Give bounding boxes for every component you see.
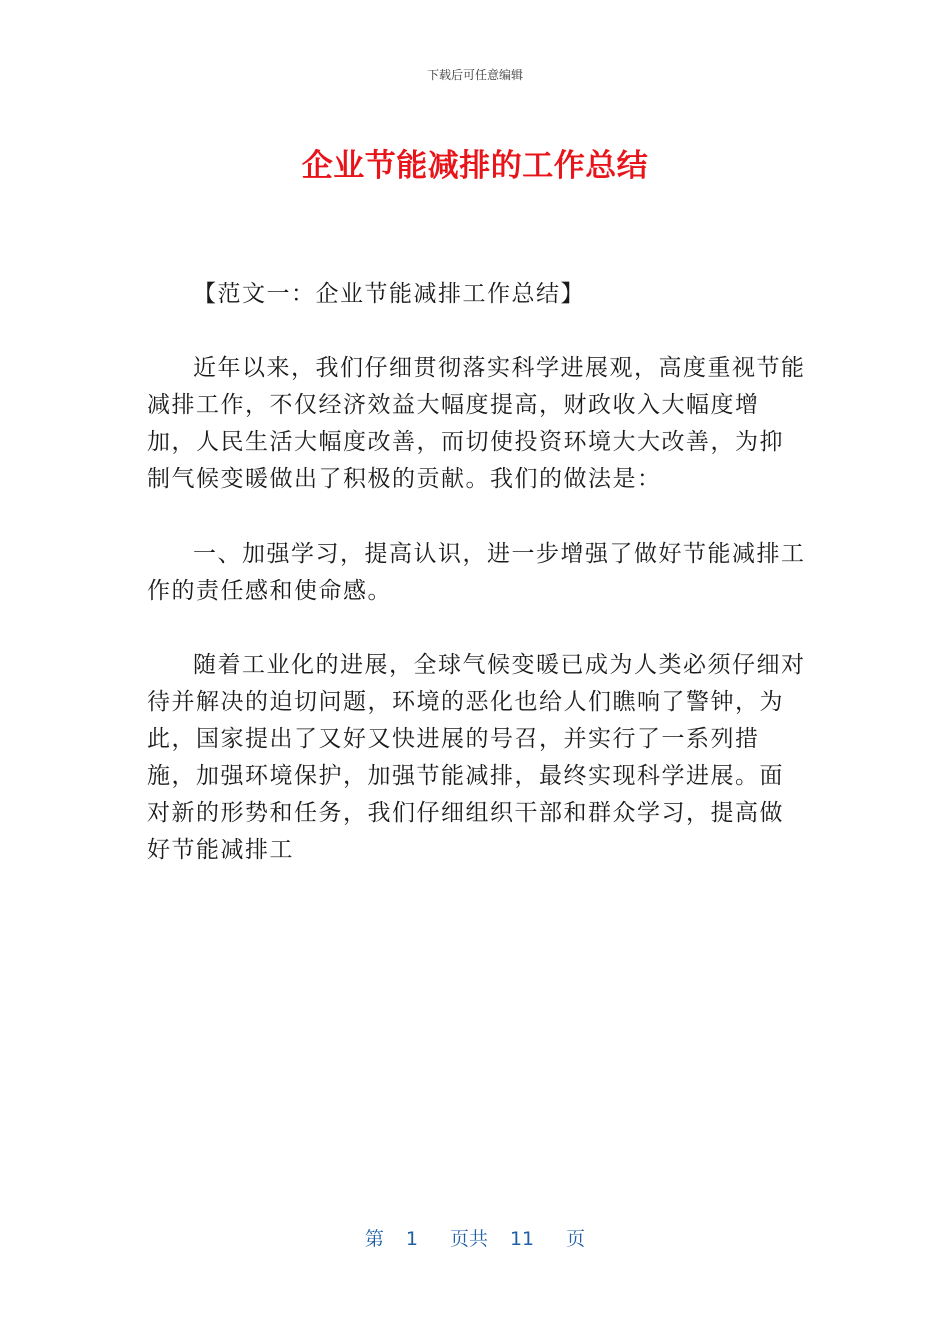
- section-heading: 【范文一：企业节能减排工作总结】: [193, 281, 585, 307]
- document-title: 企业节能减排的工作总结: [301, 148, 649, 184]
- header-note: 下载后可任意编辑: [426, 68, 523, 82]
- body-paragraph: 随着工业化的进展，全球气候变暖已成为人类必须仔细对待并解决的迫切问题，环境的恶化也给人们瞧响了警钟，为此，国家提出了又好又快进展的号召，并实行了一系列措施，加强环境保护，加强节能减排，最终实现科学进展。面对新的形势和任务，我们仔细组织干部和群众学习，提高做好节能减排工: [147, 651, 806, 864]
- body-paragraph: 近年以来，我们仔细贯彻落实科学进展观，高度重视节能减排工作，不仅经济效益大幅度提高，财政收入大幅度增加，人民生活大幅度改善，而切使投资环境大大改善，为抑制气候变暖做出了积极的贡献。我们的做法是：: [147, 355, 806, 493]
- footer-current-page: 1: [405, 1228, 418, 1250]
- document-body: [147, 276, 807, 870]
- footer-page-prefix: 第: [364, 1228, 384, 1250]
- page-header: [0, 66, 950, 84]
- page-footer: [0, 1226, 950, 1252]
- footer-page-middle: 页共: [449, 1228, 488, 1250]
- footer-page-suffix: 页: [566, 1228, 586, 1250]
- footer-total-pages: 11: [509, 1228, 535, 1250]
- body-paragraph: 一、加强学习，提高认识，进一步增强了做好节能减排工作的责任感和使命感。: [147, 540, 806, 604]
